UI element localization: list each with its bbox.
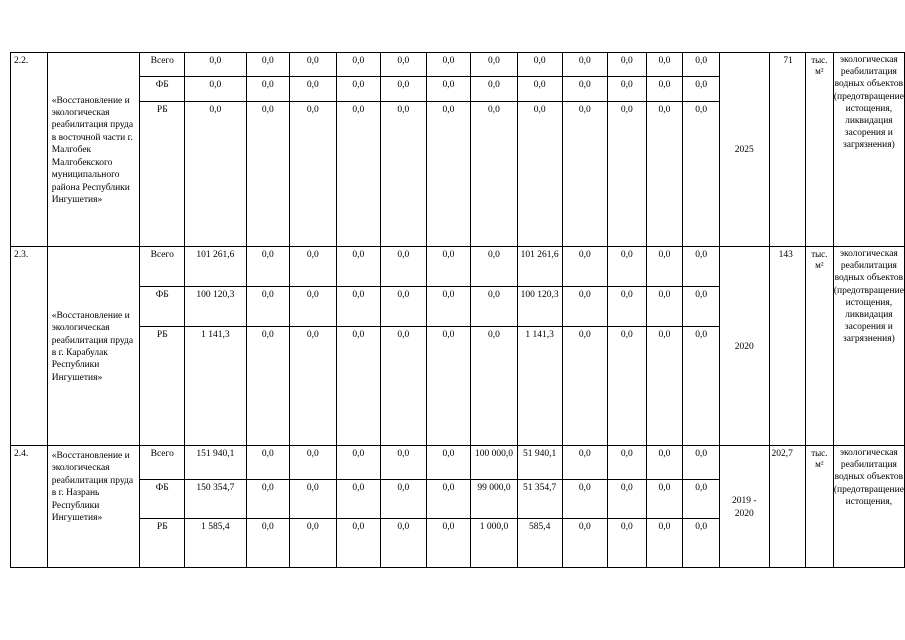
funding-value-cell: 0,0	[646, 287, 683, 327]
funding-value-cell: 0,0	[381, 77, 427, 102]
funding-value-cell: 0,0	[290, 519, 337, 568]
funding-source-label: РБ	[140, 519, 185, 568]
funding-value-cell: 100 000,0	[471, 446, 518, 480]
funding-value-cell: 0,0	[381, 53, 427, 77]
funding-value-cell: 100 120,3	[185, 287, 246, 327]
funding-value-cell: 100 120,3	[517, 287, 562, 327]
implementation-years: 2019 - 2020	[719, 446, 769, 568]
table-row	[11, 53, 905, 77]
funding-value-cell: 0,0	[562, 53, 608, 77]
size-unit: тыс. м²	[805, 446, 833, 568]
funding-value-cell: 0,0	[471, 327, 518, 446]
funding-value-cell: 0,0	[426, 327, 471, 446]
funding-value-cell: 0,0	[246, 287, 290, 327]
funding-value-cell: 1 141,3	[185, 327, 246, 446]
measure-goal: экологическая реабилитация водных объектов (предотвращение истощения, ликвидация засорения и загрязнения)	[833, 53, 904, 247]
funding-value-cell: 0,0	[608, 53, 647, 77]
table-row	[11, 247, 905, 287]
funding-value-cell: 0,0	[608, 102, 647, 247]
funding-value-cell: 0,0	[646, 519, 683, 568]
funding-value-cell: 0,0	[336, 53, 381, 77]
funding-value-cell: 0,0	[517, 77, 562, 102]
funding-value-cell: 0,0	[185, 102, 246, 247]
funding-value-cell: 1 000,0	[471, 519, 518, 568]
funding-source-label: ФБ	[140, 77, 185, 102]
funding-value-cell: 0,0	[426, 77, 471, 102]
funding-value-cell: 0,0	[562, 77, 608, 102]
funding-value-cell: 1 585,4	[185, 519, 246, 568]
funding-value-cell: 0,0	[426, 519, 471, 568]
funding-value-cell: 0,0	[608, 327, 647, 446]
funding-value-cell: 0,0	[336, 519, 381, 568]
funding-value-cell: 0,0	[381, 519, 427, 568]
funding-value-cell: 0,0	[290, 102, 337, 247]
funding-value-cell: 0,0	[471, 247, 518, 287]
funding-value-cell: 585,4	[517, 519, 562, 568]
measure-goal: экологическая реабилитация водных объектов (предотвращение истощения, ликвидация засорения и загрязнения)	[833, 247, 904, 446]
object-size: 71	[769, 53, 805, 247]
funding-value-cell: 0,0	[336, 247, 381, 287]
funding-value-cell: 150 354,7	[185, 480, 246, 519]
funding-value-cell: 0,0	[336, 77, 381, 102]
funding-value-cell: 0,0	[381, 480, 427, 519]
funding-value-cell: 0,0	[185, 77, 246, 102]
funding-value-cell: 0,0	[608, 446, 647, 480]
funding-value-cell: 0,0	[246, 480, 290, 519]
funding-value-cell: 0,0	[608, 287, 647, 327]
funding-value-cell: 51 940,1	[517, 446, 562, 480]
funding-value-cell: 0,0	[517, 102, 562, 247]
funding-value-cell: 0,0	[290, 287, 337, 327]
funding-value-cell: 0,0	[608, 247, 647, 287]
funding-value-cell: 0,0	[608, 77, 647, 102]
funding-value-cell: 0,0	[683, 247, 720, 287]
funding-value-cell: 0,0	[246, 446, 290, 480]
funding-value-cell: 101 261,6	[517, 247, 562, 287]
funding-value-cell: 0,0	[646, 53, 683, 77]
funding-value-cell: 51 354,7	[517, 480, 562, 519]
funding-source-label: РБ	[140, 102, 185, 247]
size-unit: тыс. м²	[805, 247, 833, 446]
table-row	[11, 446, 905, 480]
funding-value-cell: 0,0	[246, 102, 290, 247]
funding-value-cell: 0,0	[683, 446, 720, 480]
funding-source-label: Всего	[140, 446, 185, 480]
funding-value-cell: 0,0	[646, 247, 683, 287]
funding-value-cell: 0,0	[336, 327, 381, 446]
item-number: 2.4.	[11, 446, 48, 568]
funding-value-cell: 0,0	[562, 247, 608, 287]
funding-value-cell: 0,0	[336, 480, 381, 519]
funding-value-cell: 0,0	[185, 53, 246, 77]
funding-value-cell: 0,0	[471, 287, 518, 327]
funding-value-cell: 0,0	[246, 77, 290, 102]
funding-value-cell: 0,0	[646, 327, 683, 446]
funding-value-cell: 0,0	[646, 446, 683, 480]
funding-value-cell: 0,0	[562, 519, 608, 568]
funding-value-cell: 0,0	[426, 53, 471, 77]
funding-value-cell: 0,0	[381, 327, 427, 446]
size-unit: тыс. м²	[805, 53, 833, 247]
funding-source-label: ФБ	[140, 480, 185, 519]
funding-value-cell: 0,0	[646, 102, 683, 247]
funding-value-cell: 0,0	[471, 77, 518, 102]
funding-source-label: Всего	[140, 53, 185, 77]
funding-value-cell: 0,0	[336, 287, 381, 327]
funding-value-cell: 0,0	[246, 519, 290, 568]
funding-value-cell: 0,0	[426, 247, 471, 287]
funding-value-cell: 0,0	[290, 446, 337, 480]
funding-value-cell: 0,0	[426, 102, 471, 247]
funding-value-cell: 0,0	[683, 287, 720, 327]
funding-value-cell: 0,0	[608, 480, 647, 519]
funding-value-cell: 0,0	[683, 53, 720, 77]
funding-value-cell: 0,0	[683, 519, 720, 568]
funding-value-cell: 0,0	[290, 53, 337, 77]
funding-source-label: РБ	[140, 327, 185, 446]
funding-value-cell: 0,0	[683, 480, 720, 519]
funding-value-cell: 0,0	[562, 327, 608, 446]
implementation-years: 2025	[719, 53, 769, 247]
funding-value-cell: 101 261,6	[185, 247, 246, 287]
funding-source-label: ФБ	[140, 287, 185, 327]
funding-value-cell: 0,0	[646, 77, 683, 102]
funding-source-label: Всего	[140, 247, 185, 287]
implementation-years: 2020	[719, 247, 769, 446]
funding-value-cell: 0,0	[562, 446, 608, 480]
funding-value-cell: 151 940,1	[185, 446, 246, 480]
item-number: 2.2.	[11, 53, 48, 247]
item-number: 2.3.	[11, 247, 48, 446]
funding-value-cell: 0,0	[290, 247, 337, 287]
funding-value-cell: 0,0	[471, 53, 518, 77]
object-size: 202,7	[769, 446, 805, 568]
funding-value-cell: 0,0	[683, 77, 720, 102]
program-table	[10, 52, 905, 568]
measure-name: «Восстановление и экологическая реабилитация пруда в г. Назрань Республики Ингушетия»	[47, 446, 140, 568]
funding-value-cell: 0,0	[426, 480, 471, 519]
object-size: 143	[769, 247, 805, 446]
funding-value-cell: 0,0	[290, 480, 337, 519]
funding-value-cell: 0,0	[381, 287, 427, 327]
funding-value-cell: 0,0	[246, 53, 290, 77]
funding-value-cell: 0,0	[683, 102, 720, 247]
measure-name: «Восстановление и экологическая реабилитация пруда в г. Карабулак Республики Ингушетия»	[47, 247, 140, 446]
funding-value-cell: 0,0	[381, 247, 427, 287]
funding-value-cell: 0,0	[336, 102, 381, 247]
funding-value-cell: 0,0	[517, 53, 562, 77]
funding-value-cell: 0,0	[562, 287, 608, 327]
funding-value-cell: 0,0	[246, 327, 290, 446]
funding-value-cell: 0,0	[246, 247, 290, 287]
measure-goal: экологическая реабилитация водных объектов (предотвращение истощения,	[833, 446, 904, 568]
funding-value-cell: 1 141,3	[517, 327, 562, 446]
funding-value-cell: 0,0	[426, 287, 471, 327]
funding-value-cell: 99 000,0	[471, 480, 518, 519]
funding-value-cell: 0,0	[290, 77, 337, 102]
funding-value-cell: 0,0	[290, 327, 337, 446]
funding-value-cell: 0,0	[381, 446, 427, 480]
funding-value-cell: 0,0	[381, 102, 427, 247]
funding-value-cell: 0,0	[646, 480, 683, 519]
funding-value-cell: 0,0	[562, 480, 608, 519]
funding-value-cell: 0,0	[608, 519, 647, 568]
funding-value-cell: 0,0	[471, 102, 518, 247]
funding-value-cell: 0,0	[562, 102, 608, 247]
funding-value-cell: 0,0	[683, 327, 720, 446]
funding-value-cell: 0,0	[336, 446, 381, 480]
measure-name: «Восстановление и экологическая реабилитация пруда в восточной части г. Малгобек Малгобекского муниципального района Республики Ингушетия»	[47, 53, 140, 247]
funding-value-cell: 0,0	[426, 446, 471, 480]
